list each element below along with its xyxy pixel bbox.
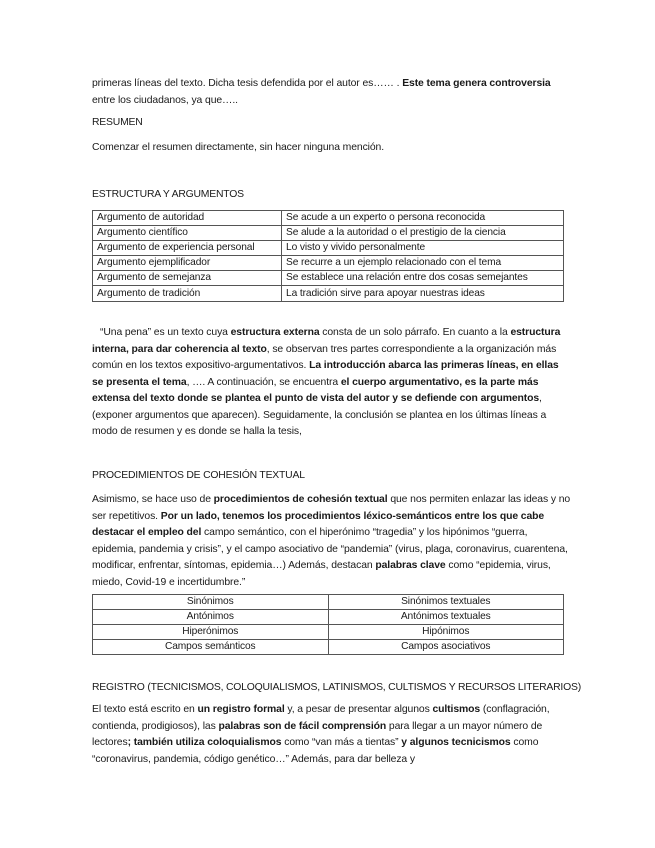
table-row	[93, 286, 564, 301]
table-cell: Sinónimos	[93, 595, 329, 610]
table-cell: Campos semánticos	[93, 640, 329, 655]
registro-bold-2: cultismos	[432, 704, 481, 715]
resumen-heading: RESUMEN	[92, 117, 143, 128]
argument-name: Argumento de tradición	[93, 286, 282, 301]
registro-bold-5: y algunos tecnicismos	[401, 737, 511, 748]
table-row	[93, 241, 564, 256]
cohesion-bold-2: Por un lado, tenemos los procedimientos léxico-semánticos entre los que cabe destacar el empleo del	[92, 510, 545, 538]
cohesion-terms-table	[92, 594, 564, 655]
estructura-heading: ESTRUCTURA Y ARGUMENTOS	[92, 189, 244, 200]
argument-description: Lo visto y vivido personalmente	[282, 241, 564, 256]
estructura-bold-2: estructura interna, para dar coherencia al texto	[92, 327, 561, 355]
cohesion-text-4: como “epidemia, virus, miedo, Covid-19 e incertidumbre.”	[92, 560, 551, 588]
table-row	[93, 271, 564, 286]
registro-text-2: y, a pesar de presentar algunos	[284, 704, 433, 715]
table-cell: Hipónimos	[328, 625, 564, 640]
argument-description: Se establece una relación entre dos cosas semejantes	[282, 271, 564, 286]
cohesion-text-2: que nos permiten enlazar las ideas y no ser repetitivos.	[92, 494, 571, 522]
table-cell: Sinónimos textuales	[328, 595, 564, 610]
estructura-paragraph	[92, 325, 572, 441]
estructura-bold-1: estructura externa	[230, 327, 320, 338]
argument-description: Se alude a la autoridad o el prestigio de la ciencia	[282, 226, 564, 241]
estructura-text-4: , …. A continuación, se encuentra	[186, 376, 341, 388]
intro-text-1: primeras líneas del texto. Dicha tesis defendida por el autor es…… .	[92, 78, 403, 89]
intro-text-2: entre los ciudadanos, ya que…..	[92, 94, 238, 106]
cohesion-heading: PROCEDIMIENTOS DE COHESIÓN TEXTUAL	[92, 470, 305, 481]
argument-description: La tradición sirve para apoyar nuestras ideas	[282, 286, 564, 301]
registro-paragraph	[92, 702, 572, 768]
table-row	[93, 211, 564, 226]
cohesion-bold-3: palabras clave	[375, 560, 446, 571]
cohesion-text-1: Asimismo, se hace uso de	[92, 494, 214, 505]
estructura-bold-4: el cuerpo argumentativo, es la parte más extensa del texto donde se plantea el punto de vista del autor y se defiende con argumentos	[92, 376, 540, 404]
arguments-table	[92, 210, 564, 302]
registro-text-3: (conflagración, contienda, prodigiosos), las	[92, 704, 550, 732]
cohesion-text-3: campo semántico, con el hiperónimo “tragedia” y los hipónimos “guerra, epidemia, pandemia y crisis”, y el campo asociativo de “pandemia” (virus, plaga, coronavirus, cuarentena, modificar, enfrentar, síntomas, epidemia…) Además, destacan	[92, 527, 568, 571]
registro-text-6: como “coronavirus, pandemia, código genético…” Además, para dar belleza y	[92, 737, 539, 765]
estructura-text-1: “Una pena” es un texto cuya	[100, 327, 231, 338]
argument-name: Argumento ejemplificador	[93, 256, 282, 271]
argument-name: Argumento de semejanza	[93, 271, 282, 286]
argument-name: Argumento científico	[93, 226, 282, 241]
registro-text-5: como “van más a tientas”	[281, 737, 402, 748]
argument-description: Se acude a un experto o persona reconocida	[282, 211, 564, 226]
table-row	[93, 640, 564, 655]
table-cell: Hiperónimos	[93, 625, 329, 640]
table-row	[93, 610, 564, 625]
table-row	[93, 595, 564, 610]
argument-name: Argumento de experiencia personal	[93, 241, 282, 256]
table-row	[93, 625, 564, 640]
resumen-text: Comenzar el resumen directamente, sin hacer ninguna mención.	[92, 142, 385, 153]
argument-name: Argumento de autoridad	[93, 211, 282, 226]
table-row	[93, 256, 564, 271]
registro-text-4: para llegar a un mayor número de lectores	[92, 720, 543, 748]
registro-bold-3: palabras son de fácil comprensión	[218, 720, 387, 732]
registro-bold-1: un registro formal	[197, 704, 285, 715]
intro-paragraph	[92, 76, 572, 109]
estructura-bold-3: La introducción abarca las primeras líneas, en ellas se presenta el tema	[92, 360, 559, 388]
table-cell: Antónimos	[93, 610, 329, 625]
table-cell: Antónimos textuales	[328, 610, 564, 625]
table-cell: Campos asociativos	[328, 640, 564, 655]
table-row	[93, 226, 564, 241]
registro-bold-4: ; también utiliza coloquialismos	[127, 737, 282, 748]
estructura-text-3: , se observan tres partes correspondiente a la organización más común en los textos expositivo-argumentativos.	[92, 343, 557, 371]
cohesion-paragraph	[92, 492, 572, 591]
estructura-text-2: consta de un solo párrafo. En cuanto a la	[319, 327, 511, 338]
intro-bold-1: Este tema genera controversia	[402, 78, 551, 89]
cohesion-bold-1: procedimientos de cohesión textual	[213, 494, 388, 505]
registro-heading: REGISTRO (TECNICISMOS, COLOQUIALISMOS, LATINISMOS, CULTISMOS Y RECURSOS LITERARIOS)	[92, 682, 581, 693]
argument-description: Se recurre a un ejemplo relacionado con el tema	[282, 256, 564, 271]
registro-text-1: El texto está escrito en	[92, 704, 198, 715]
estructura-text-5: , (exponer argumentos que aparecen). Seguidamente, la conclusión se plantea en los últimas líneas a modo de resumen y es donde se halla la tesis,	[92, 393, 547, 437]
